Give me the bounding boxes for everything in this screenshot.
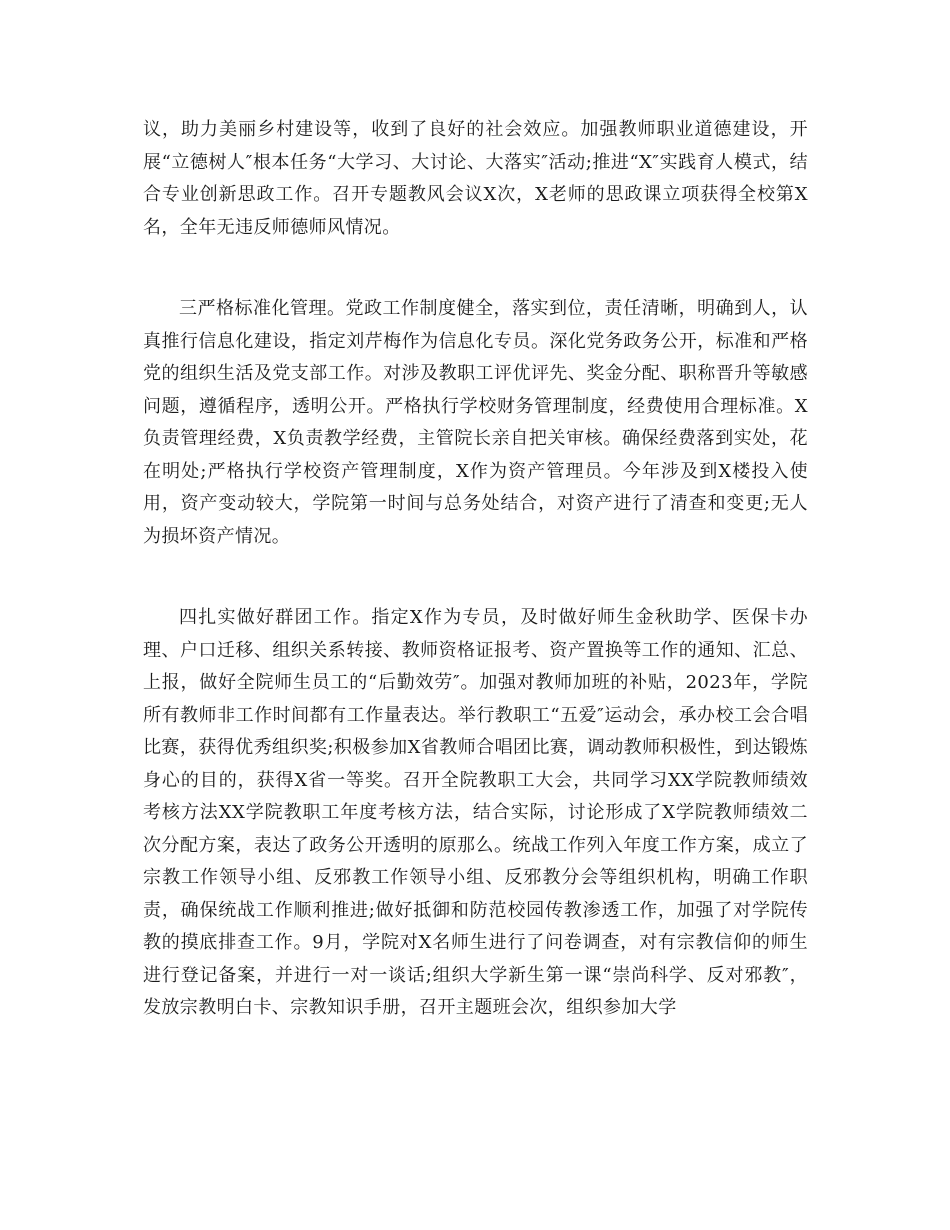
paragraph-3: 四扎实做好群团工作。指定X作为专员，及时做好师生金秋助学、医保卡办理、户口迁移、组织关系转接、教师资格证报考、资产置换等工作的通知、汇总、上报，做好全院师生员工的“后勤效劳″。加强对教师加班的补贴，2023年，学院所有教师非工作时间都有工作量表达。举行教职工“五爱″运动会，承办校工会合唱比赛，获得优秀组织奖;积极参加X省教师合唱团比赛，调动教师积极性，到达锻炼身心的目的，获得X省一等奖。召开全院教职工大会，共同学习XX学院教师绩效考核方法XX学院教职工年度考核方法，结合实际，讨论形成了X学院教师绩效二次分配方案，表达了政务公开透明的原那么。统战工作列入年度工作方案，成立了宗教工作领导小组、反邪教工作领导小组、反邪教分会等组织机构，明确工作职责，确保统战工作顺利推进;做好抵御和防范校园传教渗透工作，加强了对学院传教的摸底排查工作。9月，学院对X名师生进行了问卷调查，对有宗教信仰的师生进行登记备案，并进行一对一谈话;组织大学新生第一课“崇尚科学、反对邪教″，发放宗教明白卡、宗教知识手册，召开主题班会次，组织参加大学 bbox=[143, 607, 808, 1018]
paragraph-1: 议，助力美丽乡村建设等，收到了良好的社会效应。加强教师职业道德建设，开展“立德树人″根本任务“大学习、大讨论、大落实″活动;推进“X″实践育人模式，结合专业创新思政工作。召开专题教风会议X次，X老师的思政课立项获得全校第X名，全年无违反师德师风情况。 bbox=[143, 119, 808, 238]
document-body bbox=[143, 114, 808, 1025]
paragraph-2: 三严格标准化管理。党政工作制度健全，落实到位，责任清晰，明确到人，认真推行信息化建设，指定刘芹梅作为信息化专员。深化党务政务公开，标准和严格党的组织生活及党支部工作。对涉及教职工评优评先、奖金分配、职称晋升等敏感问题，遵循程序，透明公开。严格执行学校财务管理制度，经费使用合理标准。X负责管理经费，X负责教学经费，主管院长亲自把关审核。确保经费落到实处，花在明处;严格执行学校资产管理制度，X作为资产管理员。今年涉及到X楼投入使用，资产变动较大，学院第一时间与总务处结合，对资产进行了清查和变更;无人为损坏资产情况。 bbox=[143, 298, 808, 547]
